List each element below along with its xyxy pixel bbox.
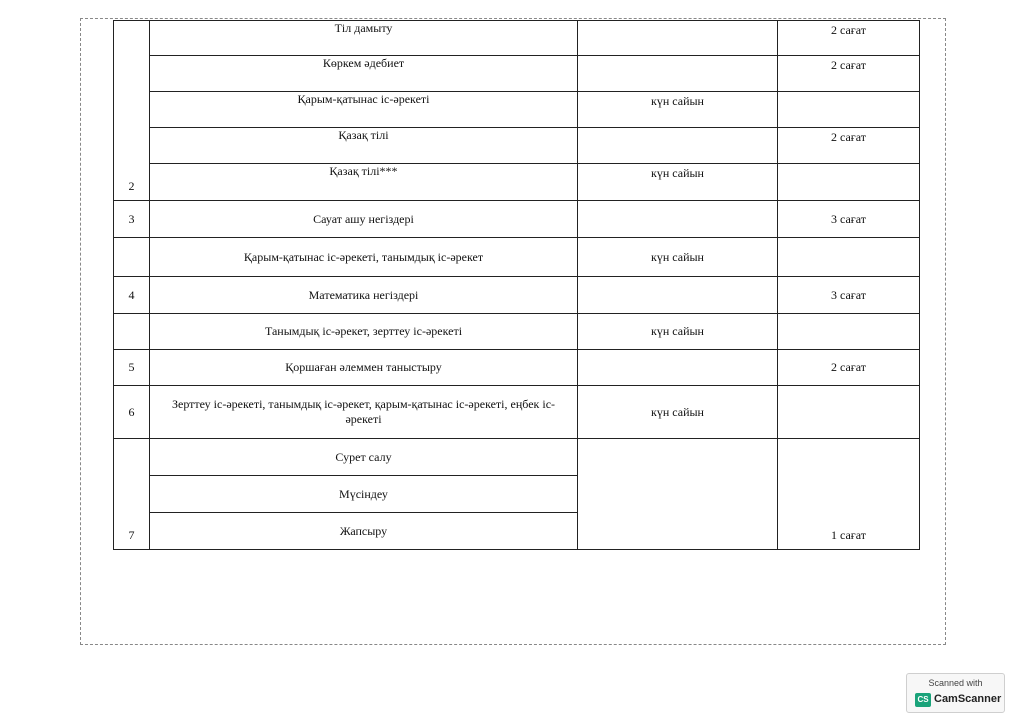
daily-cell (578, 277, 778, 314)
hours-cell (778, 238, 920, 277)
row-number: 2 (114, 21, 150, 201)
subject-cell: Тіл дамыту (150, 21, 578, 56)
row-number: 4 (114, 277, 150, 314)
table-row (114, 201, 920, 238)
subject-cell: Мүсіндеу (150, 476, 578, 513)
row-number: 3 (114, 201, 150, 238)
subject-cell: Қазақ тілі*** (150, 164, 578, 201)
subject-cell: Сурет салу (150, 439, 578, 476)
watermark-caption: Scanned with (928, 678, 983, 688)
table-row (114, 277, 920, 314)
hours-cell: 2 сағат (778, 350, 920, 386)
subject-cell: Қарым-қатынас іс-әрекеті, танымдық іс-әрекет (150, 238, 578, 277)
hours-cell (778, 164, 920, 201)
row-number: 7 (114, 439, 150, 550)
table-row (114, 314, 920, 350)
subject-cell: Сауат ашу негіздері (150, 201, 578, 238)
daily-cell: күн сайын (578, 164, 778, 201)
row-number: 5 (114, 350, 150, 386)
table-row (114, 238, 920, 277)
hours-cell (778, 386, 920, 439)
daily-cell (578, 128, 778, 164)
daily-cell: күн сайын (578, 314, 778, 350)
daily-cell (578, 21, 778, 56)
hours-cell: 2 сағат (778, 21, 920, 56)
daily-cell: күн сайын (578, 386, 778, 439)
daily-cell: күн сайын (578, 92, 778, 128)
subject-cell: Жапсыру (150, 513, 578, 550)
daily-cell (578, 439, 778, 550)
table-row (114, 439, 920, 476)
row-number: 6 (114, 386, 150, 439)
subject-cell: Қазақ тілі (150, 128, 578, 164)
table-row (114, 92, 920, 128)
table-row (114, 164, 920, 201)
row-number (114, 314, 150, 350)
subject-cell: Зерттеу іс-әрекеті, танымдық іс-әрекет, қарым-қатынас іс-әрекеті, еңбек іс-әрекеті (150, 386, 578, 439)
curriculum-table (113, 20, 919, 549)
row-number (114, 238, 150, 277)
hours-cell (778, 92, 920, 128)
daily-cell (578, 56, 778, 92)
daily-cell: күн сайын (578, 238, 778, 277)
subject-cell: Математика негіздері (150, 277, 578, 314)
hours-cell: 3 сағат (778, 201, 920, 238)
daily-cell (578, 350, 778, 386)
table-row (114, 21, 920, 56)
daily-cell (578, 201, 778, 238)
camscanner-watermark (906, 673, 1005, 713)
hours-cell: 3 сағат (778, 277, 920, 314)
table-row (114, 128, 920, 164)
hours-cell: 1 сағат (778, 439, 920, 550)
hours-cell (778, 314, 920, 350)
subject-cell: Көркем әдебиет (150, 56, 578, 92)
table-row (114, 350, 920, 386)
subject-cell: Танымдық іс-әрекет, зерттеу іс-әрекеті (150, 314, 578, 350)
subject-cell: Қоршаған әлеммен таныстыру (150, 350, 578, 386)
camscanner-logo-icon: CS (915, 693, 931, 707)
subject-cell: Қарым-қатынас іс-әрекеті (150, 92, 578, 128)
hours-cell: 2 сағат (778, 128, 920, 164)
table-row (114, 386, 920, 439)
table-row (114, 56, 920, 92)
watermark-brand: CamScanner (934, 693, 1002, 705)
hours-cell: 2 сағат (778, 56, 920, 92)
